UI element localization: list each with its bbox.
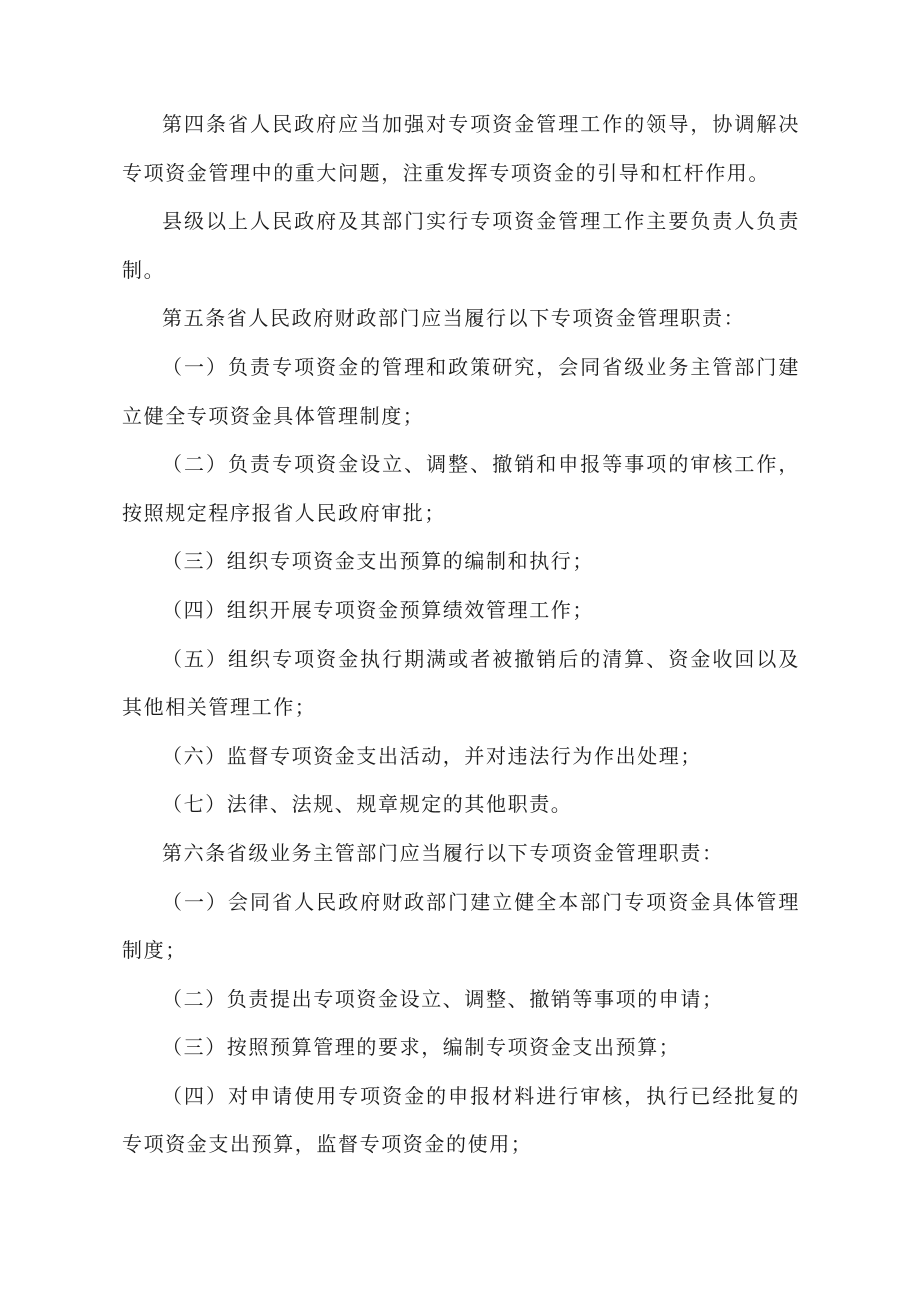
paragraph-article-6-item-3: （三）按照预算管理的要求，编制专项资金支出预算； [162, 1035, 681, 1060]
paragraph-article-5-item-3: （三）组织专项资金支出预算的编制和执行； [162, 549, 594, 574]
document-body [122, 100, 800, 1169]
paragraph-article-5-item-4: （四）组织开展专项资金预算绩效管理工作； [162, 597, 594, 622]
paragraph-article-4: 第四条省人民政府应当加强对专项资金管理工作的领导，协调解决专项资金管理中的重大问题，注重发挥专项资金的引导和杠杆作用。 [122, 112, 800, 185]
paragraph-article-6: 第六条省级业务主管部门应当履行以下专项资金管理职责： [162, 840, 724, 865]
paragraph-article-5: 第五条省人民政府财政部门应当履行以下专项资金管理职责： [162, 306, 746, 331]
paragraph-article-5-item-1: （一）负责专项资金的管理和政策研究，会同省级业务主管部门建立健全专项资金具体管理制度； [122, 354, 800, 428]
paragraph-article-5-item-7: （七）法律、法规、规章规定的其他职责。 [162, 792, 573, 817]
paragraph-article-6-item-2: （二）负责提出专项资金设立、调整、撤销等事项的申请； [162, 986, 724, 1011]
paragraph-article-5-item-2: （二）负责专项资金设立、调整、撤销和申报等事项的审核工作，按照规定程序报省人民政府审批； [122, 452, 800, 525]
paragraph-article-6-item-4: （四）对申请使用专项资金的申报材料进行审核，执行已经批复的专项资金支出预算，监督专项资金的使用； [122, 1083, 800, 1157]
paragraph-responsibility-system: 县级以上人民政府及其部门实行专项资金管理工作主要负责人负责制。 [122, 209, 800, 282]
paragraph-article-5-item-5: （五）组织专项资金执行期满或者被撤销后的清算、资金收回以及其他相关管理工作； [122, 646, 800, 720]
paragraph-article-5-item-6: （六）监督专项资金支出活动，并对违法行为作出处理； [162, 743, 702, 768]
paragraph-article-6-item-1: （一）会同省人民政府财政部门建立健全本部门专项资金具体管理制度； [122, 889, 800, 963]
